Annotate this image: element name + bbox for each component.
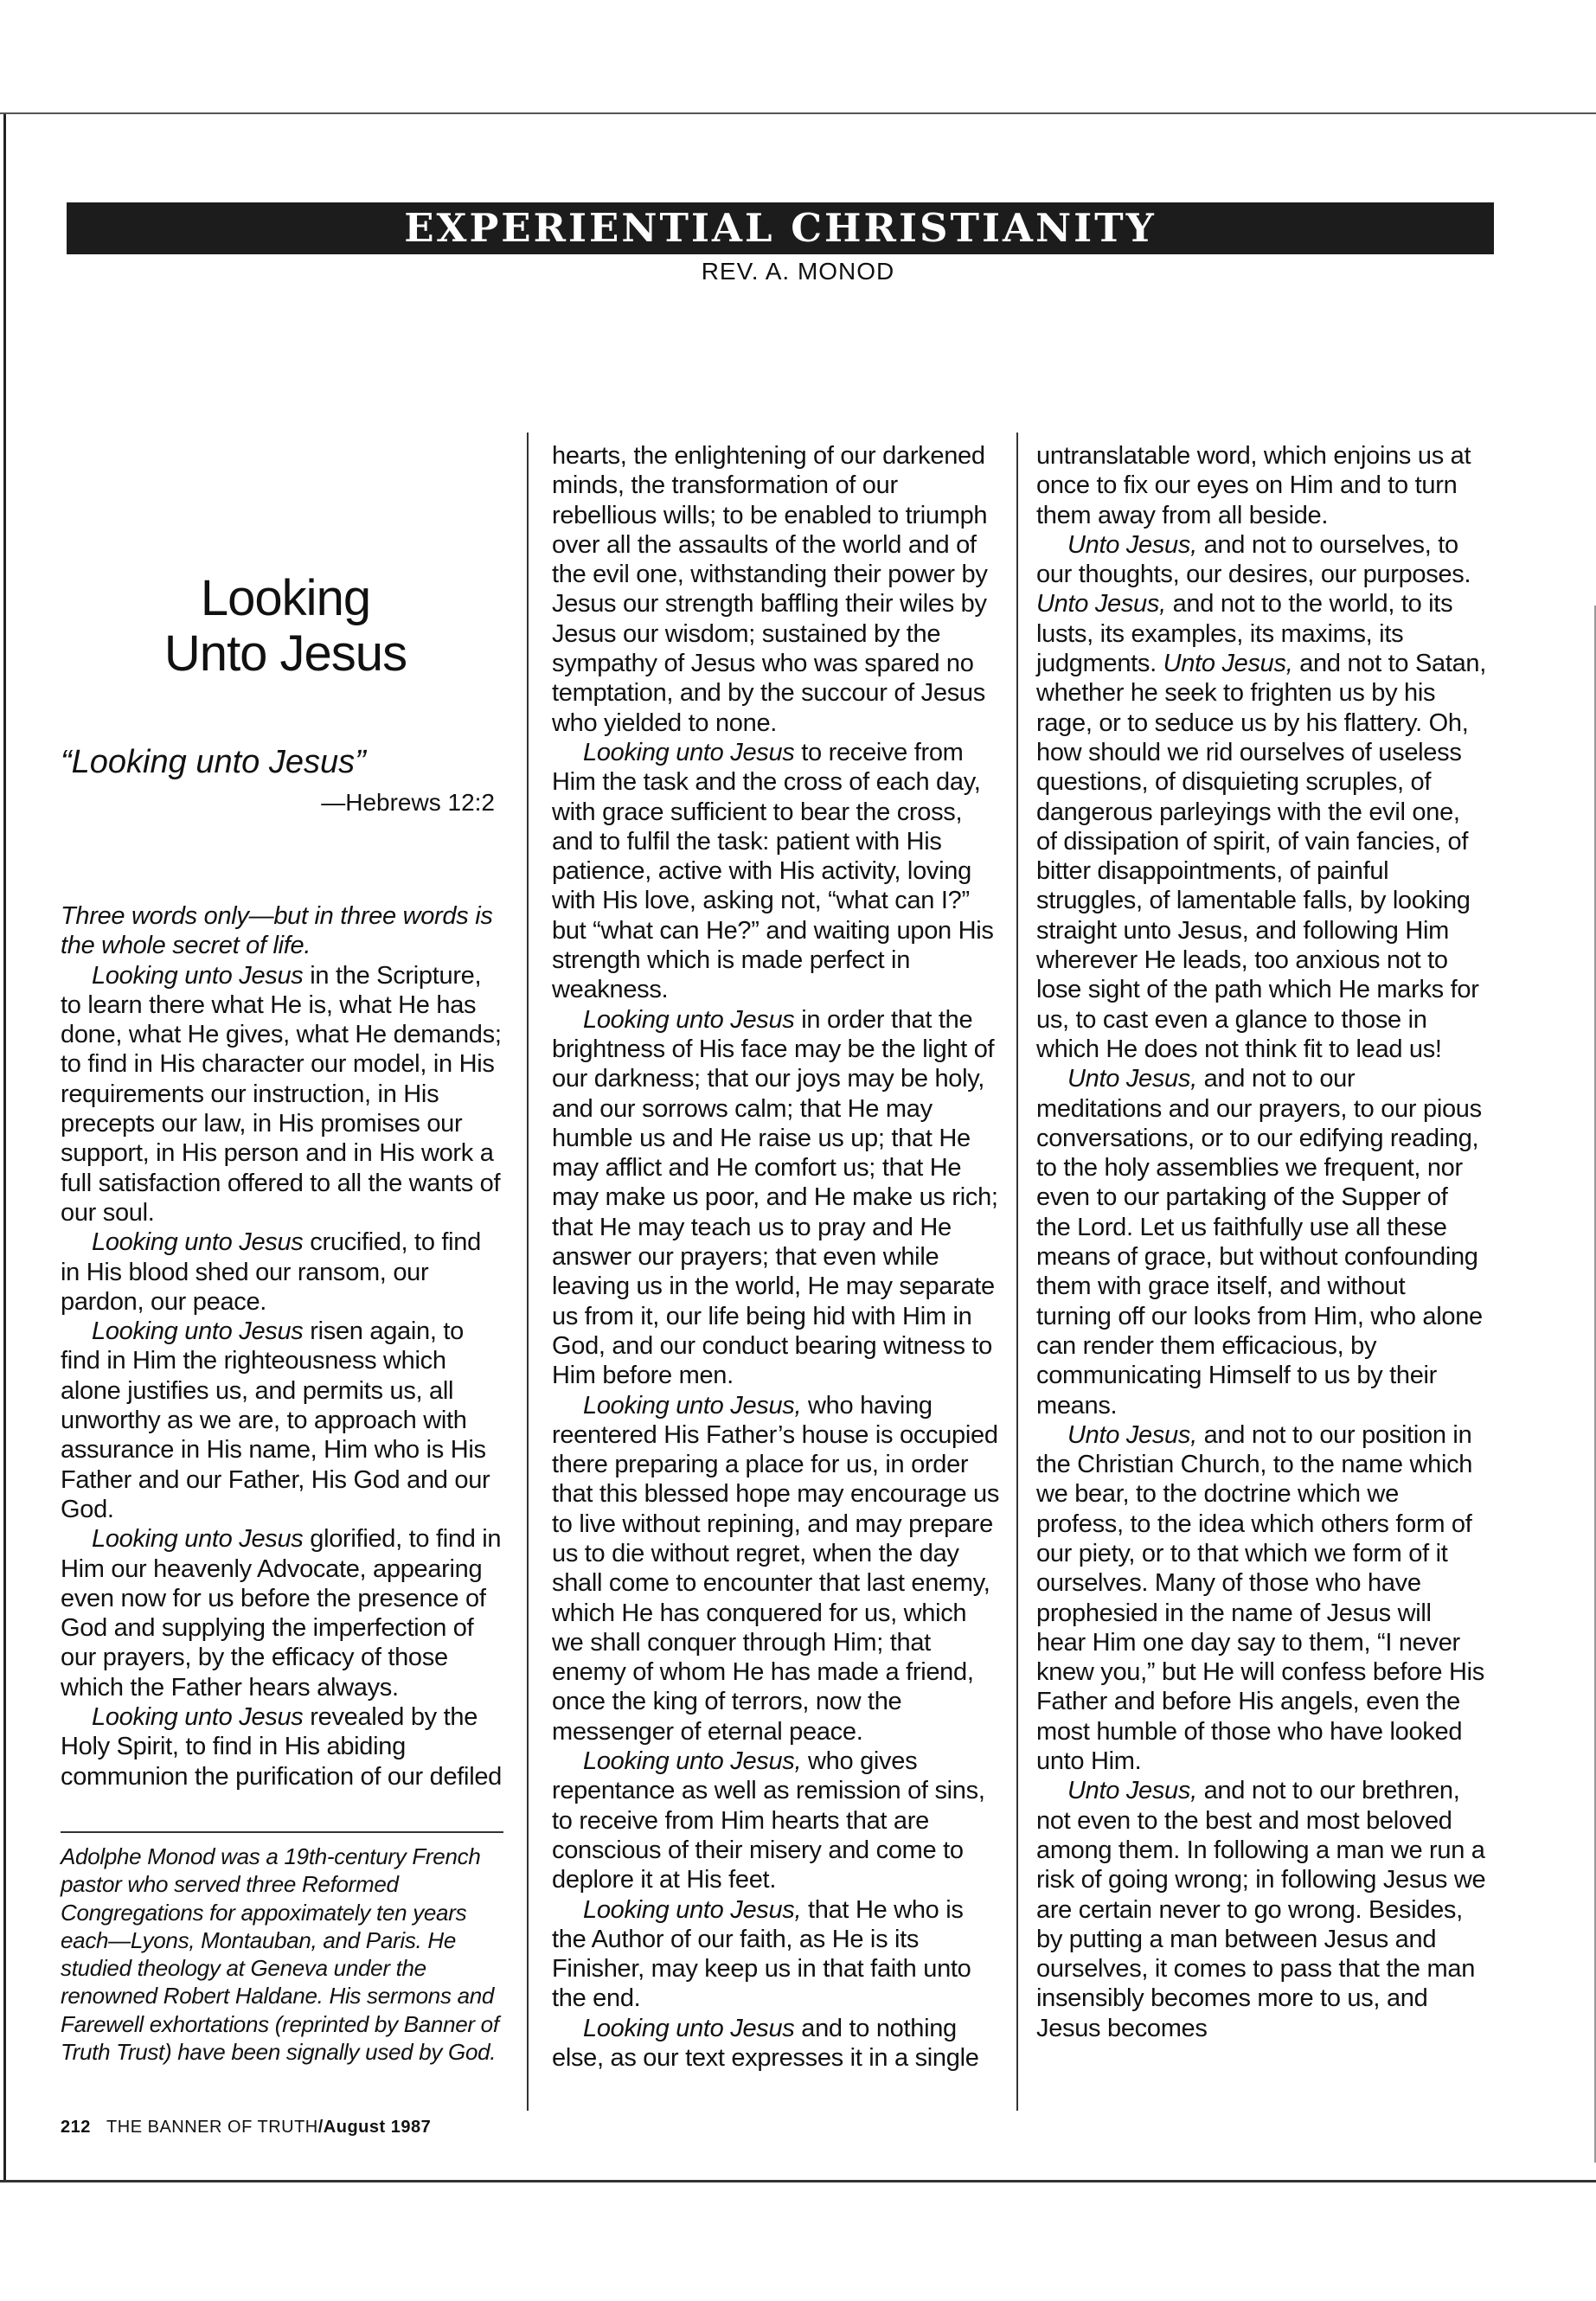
- paragraph: [61, 961, 503, 1228]
- page-footer: [61, 2118, 431, 2138]
- paragraph-text: glorified, to find in Him our heavenly Advocate, appearing even now for us before the presence of God and supplying the imperfection of our prayers, by the efficacy of those which the Father hears always.: [61, 1525, 502, 1702]
- bio-divider: [61, 1831, 503, 1833]
- epigraph-reference: —Hebrews 12:2: [321, 789, 495, 816]
- paragraph: [1036, 530, 1486, 1064]
- paragraph-text: and not to our position in the Christian Church, to the name which we bear, to the doctrine which we profess, to the idea which others form of our piety, or to that which we form of it ourselves. Many of those who have prophesied in the name of Jesus will hear Him one day say to them, “I never knew you,” but He will confess before His Father and before His angels, even the most humble of those who have looked unto Him.: [1036, 1420, 1484, 1776]
- paragraph-lead: Looking unto Jesus: [583, 738, 795, 766]
- paragraph-text: in the Scripture, to learn there what He is, what He has done, what He gives, what He demands; to find in His character our model, in His requirements our instruction, in His precepts our law, in His promises our support, in His person and in His work a full satisfaction offered to all the wants of our soul.: [61, 961, 502, 1227]
- column-divider: [527, 433, 529, 2111]
- paragraph-lead: Unto Jesus,: [1067, 1777, 1197, 1805]
- paragraph: [552, 1391, 1002, 1747]
- paragraph-text: risen again, to find in Him the righteousness which alone justifies us, and permits us, all unworthy as we are, to approach with assurance in His name, Him who is His Father and our Father, His God and our God.: [61, 1317, 490, 1523]
- paragraph-text: Three words only—but in three words is the whole secret of life.: [61, 902, 493, 960]
- text-column-1: [61, 901, 503, 1791]
- text-column-2: [552, 441, 1002, 2073]
- bottom-rule: [0, 2180, 1596, 2182]
- paragraph-lead: Looking unto Jesus: [583, 1005, 795, 1034]
- paragraph-lead: Looking unto Jesus,: [583, 1895, 802, 1924]
- title-line-2: Unto Jesus: [163, 625, 407, 682]
- paragraph-text: who having reentered His Father’s house is occupied there preparing a place for us, in order that this blessed hope may encourage us to live without repining, and may prepare us to die without regret, when the day shall come to encounter that last enemy, which He has conquered for us, which we shall conquer through Him; that enemy of whom He has made a friend, once the king of terrors, now the messenger of eternal peace.: [552, 1391, 1000, 1746]
- paragraph-text: crucified, to find in His blood shed our ransom, our pardon, our peace.: [61, 1228, 481, 1316]
- paragraph-text: hearts, the enlightening of our darkened minds, the transformation of our rebellious wills; to be enabled to triumph over all the assaults of the world and of the evil one, withstanding their power by Jesus our strength baffling their wiles by Jesus our wisdom; sustained by the sympathy of Jesus who was spared no temptation, and by the succour of Jesus who yielded to none.: [552, 442, 988, 737]
- paragraph-lead: Unto Jesus,: [1067, 530, 1197, 559]
- paragraph: [1036, 1420, 1486, 1777]
- paragraph: [1036, 441, 1486, 530]
- paragraph-lead: Looking unto Jesus,: [583, 1747, 802, 1776]
- paragraph-text: and not to our brethren, not even to the best and most beloved among them. In following a man we run a risk of going wrong; in following Jesus we are certain never to go wrong. Besides, by putting a man between Jesus and ourselves, it comes to pass that the man insensibly becomes more to us, and Jesus becomes: [1036, 1777, 1486, 2042]
- author-byline: REV. A. MONOD: [701, 258, 895, 285]
- paragraph-lead: Looking unto Jesus: [92, 1317, 304, 1346]
- page-number: 212: [61, 2118, 91, 2137]
- epigraph-quote: “Looking unto Jesus”: [61, 744, 366, 780]
- article-title: [130, 571, 441, 682]
- paragraph-text: and not to Satan, whether he seek to frighten us by his rage, or to seduce us by his flattery. Oh, how should we rid ourselves of useless questions, of disquieting scruples, of dangerous parleyings with the evil one, of dissipation of spirit, of vain fancies, of bitter disappointments, of painful struggles, of lamentable falls, by looking straight unto Jesus, and following Him wherever He leads, too anxious not to lose sight of the path which He marks for us, to cast even a glance to those in which He does not think fit to lead us!: [1036, 650, 1487, 1063]
- text-column-3: [1036, 441, 1486, 2043]
- paragraph-text: to receive from Him the task and the cross of each day, with grace sufficient to bear the cross, and to fulfil the task: patient with His patience, active with His activity, loving with His love, asking not, “what can I?” but “what can He?” and waiting upon His strength which is made perfect in weakness.: [552, 738, 994, 1004]
- paragraph: [552, 441, 1002, 738]
- paragraph: [61, 901, 503, 961]
- paragraph-lead: Unto Jesus,: [1036, 590, 1166, 619]
- paragraph-text: revealed by the Holy Spirit, to find in His abiding communion the purification of our defiled: [61, 1703, 502, 1791]
- paragraph: [552, 738, 1002, 1005]
- paragraph: [552, 1895, 1002, 2014]
- title-line-1: Looking: [200, 570, 371, 626]
- paragraph-text: in order that the brightness of His face may be the light of our darkness; that our joys may be holy, and our sorrows calm; that He may humble us and He raise us up; that He may afflict and He comfort us; that He may make us poor, and He make us rich; that He may teach us to pray and He answer our prayers; that even while leaving us in the world, He may separate us from it, our life being hid with Him in God, and our conduct bearing witness to Him before men.: [552, 1005, 998, 1390]
- paragraph: [61, 1317, 503, 1524]
- paragraph-text: and not to the world, to its lusts, its examples, its maxims, its judgments.: [1036, 590, 1453, 678]
- paragraph-text: and not to ourselves, to our thoughts, our desires, our purposes.: [1036, 530, 1471, 589]
- paragraph-lead: Looking unto Jesus: [92, 1525, 304, 1554]
- paragraph: [552, 1005, 1002, 1391]
- paragraph-lead: Unto Jesus,: [1067, 1420, 1197, 1449]
- paragraph-lead: Unto Jesus,: [1067, 1065, 1197, 1093]
- paragraph: [1036, 1064, 1486, 1420]
- section-banner: EXPERIENTIAL CHRISTIANITY: [67, 202, 1494, 254]
- paragraph-lead: Looking unto Jesus,: [583, 1391, 802, 1420]
- publication-name: THE BANNER OF TRUTH: [106, 2118, 318, 2137]
- issue-date: /August 1987: [317, 2118, 432, 2137]
- paragraph: [552, 2014, 1002, 2073]
- paragraph-lead: Unto Jesus,: [1163, 650, 1293, 678]
- paragraph: [61, 1227, 503, 1317]
- paragraph-lead: Looking unto Jesus: [92, 1228, 304, 1257]
- paragraph: [61, 1702, 503, 1791]
- top-rule: [0, 112, 1596, 114]
- author-bio: Adolphe Monod was a 19th-century French pastor who served three Reformed Congregations for appoximately ten years each—Lyons, Montauban, and Paris. He studied theology at Geneva under the renowned Robert Haldane. His sermons and Farewell exhortations (reprinted by Banner of Truth Trust) have been signally used by God.: [61, 1843, 499, 2066]
- paragraph-text: who gives repentance as well as remission of sins, to receive from Him hearts that are conscious of their misery and come to deplore it at His feet.: [552, 1747, 985, 1894]
- paragraph-text: and not to our meditations and our prayers, to our pious conversations, or to our edifying reading, to the holy assemblies we frequent, nor even to our partaking of the Supper of the Lord. Let us faithfully use all these means of grace, but without confounding them with grace itself, and without turning off our looks from Him, who alone can render them efficacious, by communicating Himself to us by their means.: [1036, 1065, 1483, 1420]
- paragraph-lead: Looking unto Jesus: [92, 1703, 304, 1732]
- left-edge-rule: [3, 114, 6, 2182]
- paragraph: [61, 1524, 503, 1702]
- paragraph-lead: Looking unto Jesus: [583, 2014, 795, 2042]
- paragraph-text: and to nothing else, as our text expresses it in a single: [552, 2014, 979, 2073]
- paragraph: [552, 1747, 1002, 1894]
- column-divider: [1016, 433, 1018, 2111]
- paragraph: [1036, 1776, 1486, 2043]
- paragraph-text: untranslatable word, which enjoins us at once to fix our eyes on Him and to turn them away from all beside.: [1036, 442, 1471, 529]
- paragraph-lead: Looking unto Jesus: [92, 961, 304, 990]
- paragraph-text: that He who is the Author of our faith, as He is its Finisher, may keep us in that faith unto the end.: [552, 1895, 971, 2013]
